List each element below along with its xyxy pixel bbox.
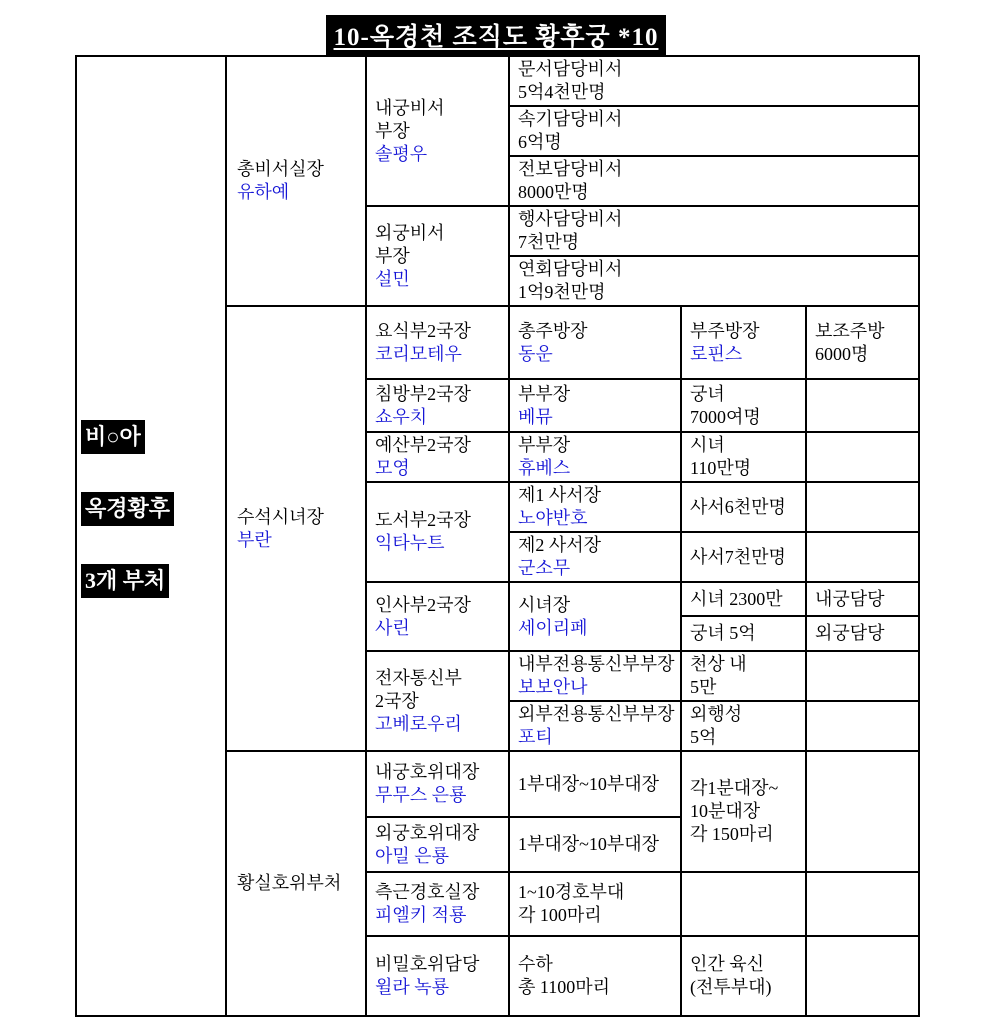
cell-court-ladies-count xyxy=(681,379,806,432)
dept-title: 내궁비서 xyxy=(375,97,445,118)
unit-range: 10분대장 xyxy=(690,801,761,821)
person-name: 로핀스 xyxy=(690,343,743,364)
person-name: 윌라 녹룡 xyxy=(375,977,450,997)
person-name: 솔평우 xyxy=(375,143,428,164)
left-label-row xyxy=(81,564,223,598)
cell-unit-commanders xyxy=(509,751,681,817)
cell-heaven-count xyxy=(681,651,806,701)
empty-cell xyxy=(806,872,919,936)
cell-librarian-count xyxy=(681,482,806,532)
person-name: 고베로우리 xyxy=(375,713,462,734)
cell-s1-row-telegram xyxy=(509,156,919,206)
role-label: 제1 사서장 xyxy=(518,485,602,505)
headcount: 궁녀 5억 xyxy=(690,623,756,643)
dept-title: 황실호위부처 xyxy=(237,873,342,893)
headcount: 1억9천만명 xyxy=(518,282,606,302)
dept-title: 부장 xyxy=(375,245,410,266)
headcount: 8000만명 xyxy=(518,182,589,202)
left-label-row xyxy=(81,420,223,454)
dept-title: 부장 xyxy=(375,120,410,141)
person-name: 세이리페 xyxy=(518,617,588,638)
role-label: 궁녀 xyxy=(690,383,725,404)
empty-cell xyxy=(681,872,806,936)
cell-s2-hr-director xyxy=(366,582,509,651)
left-label-empress-title: 옥경황후 xyxy=(81,492,174,526)
cell-sous-chef xyxy=(681,306,806,379)
person-name: 베뮤 xyxy=(518,406,553,427)
cell-s2-head xyxy=(226,306,366,751)
cell-deputy-head xyxy=(509,432,681,482)
person-name: 보보안나 xyxy=(518,677,588,697)
cell-s3-head xyxy=(226,751,366,1016)
headcount: 시녀 2300만 xyxy=(690,588,783,609)
cell-outer-guard-captain xyxy=(366,817,509,872)
person-name: 유하예 xyxy=(237,182,290,202)
person-name: 사린 xyxy=(375,617,410,638)
unit-range: 각1분대장~ xyxy=(690,778,779,798)
cell-librarian-count xyxy=(681,532,806,582)
cell-s1-row-banquet xyxy=(509,256,919,306)
headcount: 사서7천만명 xyxy=(690,546,786,567)
person-name: 동운 xyxy=(518,343,553,364)
empty-cell xyxy=(806,751,919,872)
role-label: 시녀 xyxy=(690,435,725,455)
headcount: 6000명 xyxy=(815,343,869,364)
dept-title: 전자통신부 xyxy=(375,667,462,688)
duty-label: 내궁담당 xyxy=(815,588,885,609)
dept-title: 총비서실장 xyxy=(237,159,324,179)
cell-s2-bedchamber-director xyxy=(366,379,509,432)
cell-s2-catering-director xyxy=(366,306,509,379)
scope-label: 천상 내 xyxy=(690,654,747,674)
headcount: 7000여명 xyxy=(690,406,761,427)
person-name: 포티 xyxy=(518,727,553,747)
cell-secret-guard xyxy=(366,936,509,1016)
empty-cell xyxy=(806,651,919,701)
unit-range: 1부대장~10부대장 xyxy=(518,834,660,854)
person-name: 설민 xyxy=(375,268,410,289)
cell-s1-row-document xyxy=(509,56,919,106)
dept-title: 외궁비서 xyxy=(375,222,445,243)
role-label: 외부전용통신부부장 xyxy=(518,704,675,724)
cell-inner-guard-captain xyxy=(366,751,509,817)
role-label: 부부장 xyxy=(518,383,571,404)
role-label: 전보담당비서 xyxy=(518,159,623,179)
headcount: 총 1100마리 xyxy=(518,977,610,997)
cell-s1-outer-secretary xyxy=(366,206,509,306)
cell-internal-comms-head xyxy=(509,651,681,701)
role-label: 총주방장 xyxy=(518,320,588,341)
cell-left-panel xyxy=(76,56,226,1016)
role-label: 제2 사서장 xyxy=(518,535,602,555)
left-label-empress-name: 비○아 xyxy=(81,420,145,454)
cell-lady-count-outer xyxy=(681,616,806,651)
role-label: 보조주방 xyxy=(815,320,885,341)
scope-label: 외행성 xyxy=(690,704,743,724)
cell-outer-palace-duty xyxy=(806,616,919,651)
person-name: 익타누트 xyxy=(375,533,445,553)
role-label: 내부전용통신부부장 xyxy=(518,654,675,674)
headcount: 110만명 xyxy=(690,458,752,478)
cell-s2-telecom-director xyxy=(366,651,509,751)
empty-cell xyxy=(806,482,919,532)
page-title: 10-옥경천 조직도 황후궁 *10 xyxy=(326,15,667,56)
cell-squad-leaders xyxy=(681,751,806,872)
person-name: 무무스 은룡 xyxy=(375,785,467,805)
empty-cell xyxy=(806,701,919,751)
cell-s2-library-director xyxy=(366,482,509,582)
empty-cell xyxy=(806,432,919,482)
dept-title: 요식부2국장 xyxy=(375,320,471,341)
unit-desc: 인간 육신 xyxy=(690,954,765,974)
headcount: 5만 xyxy=(690,677,717,697)
role-label: 속기담당비서 xyxy=(518,109,623,129)
headcount: 7천만명 xyxy=(518,232,580,252)
duty-label: 외궁담당 xyxy=(815,623,885,643)
cell-guard-units xyxy=(509,872,681,936)
cell-deputy-head xyxy=(509,379,681,432)
cell-external-comms-head xyxy=(509,701,681,751)
empty-cell xyxy=(806,532,919,582)
headcount: 5억 xyxy=(690,727,717,747)
headcount: 5억4천만명 xyxy=(518,82,606,102)
cell-s1-head xyxy=(226,56,366,306)
cell-s1-inner-secretary xyxy=(366,56,509,206)
person-name: 노야반호 xyxy=(518,508,588,528)
cell-outer-planet-count xyxy=(681,701,806,751)
headcount: 각 150마리 xyxy=(690,824,774,844)
cell-kitchen-assist xyxy=(806,306,919,379)
role-label: 행사담당비서 xyxy=(518,209,623,229)
empty-cell xyxy=(806,936,919,1016)
role-label: 외궁호위대장 xyxy=(375,822,480,843)
dept-title: 수석시녀장 xyxy=(237,506,324,527)
cell-subordinates xyxy=(509,936,681,1016)
role-label: 수하 xyxy=(518,954,553,974)
cell-head-maid xyxy=(509,582,681,651)
role-label: 비밀호위담당 xyxy=(375,954,480,974)
org-chart-table xyxy=(75,55,920,1017)
role-label: 시녀장 xyxy=(518,594,571,615)
cell-unit-commanders xyxy=(509,817,681,872)
person-name: 피엘키 적룡 xyxy=(375,905,467,925)
role-label: 내궁호위대장 xyxy=(375,762,480,782)
person-name: 쇼우치 xyxy=(375,406,428,427)
person-name: 아밀 은룡 xyxy=(375,845,450,866)
unit-desc: (전투부대) xyxy=(690,977,772,997)
person-name: 휴베스 xyxy=(518,458,571,478)
cell-maid-count-inner xyxy=(681,582,806,616)
cell-s1-row-events xyxy=(509,206,919,256)
role-label: 부주방장 xyxy=(690,320,760,341)
cell-maids-count xyxy=(681,432,806,482)
cell-head-chef xyxy=(509,306,681,379)
role-label: 측근경호실장 xyxy=(375,882,480,902)
person-name: 부란 xyxy=(237,529,272,550)
cell-inner-palace-duty xyxy=(806,582,919,616)
empty-cell xyxy=(806,379,919,432)
role-label: 문서담당비서 xyxy=(518,59,623,79)
headcount: 6억명 xyxy=(518,132,562,152)
dept-title: 2국장 xyxy=(375,690,419,711)
cell-human-body-unit xyxy=(681,936,806,1016)
cell-second-librarian xyxy=(509,532,681,582)
unit-range: 1~10경호부대 xyxy=(518,882,625,902)
title-bar xyxy=(0,15,992,56)
role-label: 연회담당비서 xyxy=(518,259,623,279)
left-label-departments: 3개 부처 xyxy=(81,564,169,598)
cell-s1-row-stenography xyxy=(509,106,919,156)
dept-title: 도서부2국장 xyxy=(375,510,471,530)
dept-title: 침방부2국장 xyxy=(375,383,471,404)
cell-first-librarian xyxy=(509,482,681,532)
dept-title: 예산부2국장 xyxy=(375,435,471,455)
role-label: 부부장 xyxy=(518,435,571,455)
person-name: 코리모테우 xyxy=(375,343,462,364)
left-label-row xyxy=(81,492,223,526)
unit-range: 1부대장~10부대장 xyxy=(518,773,660,794)
person-name: 군소무 xyxy=(518,558,571,578)
left-panel-stack xyxy=(81,58,223,598)
cell-close-protection-chief xyxy=(366,872,509,936)
headcount: 각 100마리 xyxy=(518,905,602,925)
person-name: 모영 xyxy=(375,458,410,478)
dept-title: 인사부2국장 xyxy=(375,594,471,615)
cell-s2-budget-director xyxy=(366,432,509,482)
headcount: 사서6천만명 xyxy=(690,496,786,517)
